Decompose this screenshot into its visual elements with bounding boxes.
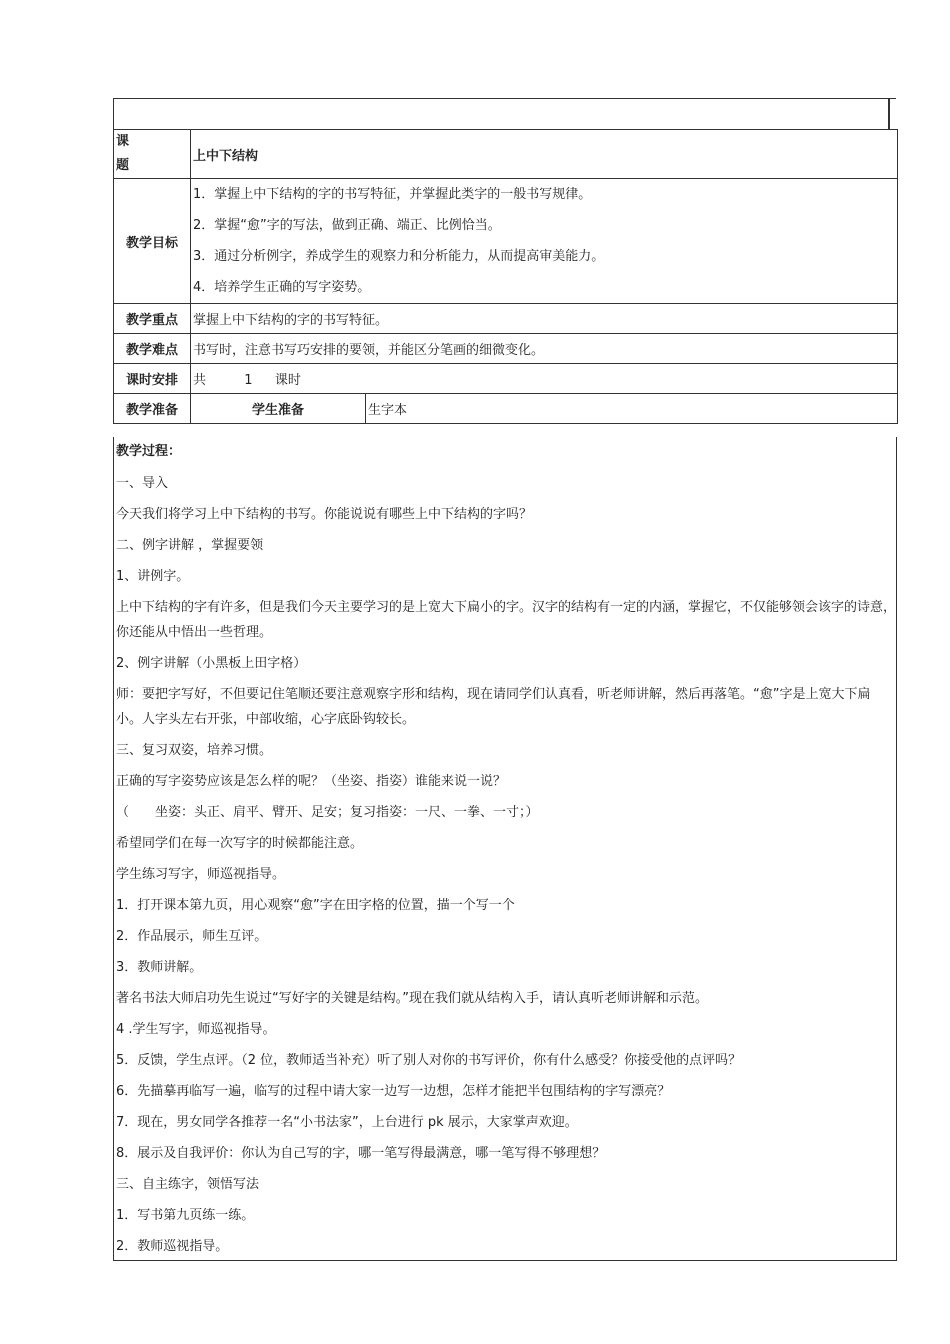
process-line: 8．展示及自我评价：你认为自己写的字，哪一笔写得最满意，哪一笔写得不够理想？ (116, 1146, 606, 1161)
topic-row (114, 130, 898, 179)
process-line: 2．作品展示，师生互评。 (116, 929, 268, 944)
teaching-process (113, 437, 897, 1261)
process-line: 三、复习双姿，培养习惯。 (116, 743, 273, 758)
process-line: 6．先描摹再临写一遍，临写的过程中请大家一边写一边想，怎样才能把半包围结构的字写漂亮？ (116, 1084, 671, 1099)
process-line: （ 坐姿：头正、肩平、臂开、足安；复习指姿：一尺、一拳、一寸；） (116, 805, 539, 820)
process-line: 2、例字讲解（小黑板上田字格） (116, 656, 307, 671)
student-prep-value: 生字本 (366, 394, 898, 424)
schedule-value (191, 364, 898, 394)
process-line: 1．写书第九页练一练。 (116, 1208, 255, 1223)
difficulty-value: 书写时，注意书写巧安排的要领，并能区分笔画的细微变化。 (191, 334, 898, 364)
process-line: 5．反馈，学生点评。（2 位，教师适当补充）听了别人对你的书写评价，你有什么感受？你接受他的点评吗？ (116, 1053, 742, 1068)
schedule-count: 1 (244, 373, 253, 388)
schedule-unit: 课时 (274, 373, 301, 388)
process-line: 二、例字讲解 ，掌握要领 (116, 538, 264, 553)
preparation-label: 教学准备 (114, 394, 191, 424)
topic-label (114, 130, 191, 179)
process-line: 著名书法大师启功先生说过“写好字的关键是结构。”现在我们就从结构入手，请认真听老师讲解和示范。 (116, 991, 708, 1006)
goal-item: 2．掌握“愈”字的写法，做到正确、端正、比例恰当。 (193, 218, 501, 233)
process-line: 2．教师巡视指导。 (116, 1239, 229, 1254)
process-line: 7．现在，男女同学各推荐一名“小书法家”，上台进行 pk 展示，大家掌声欢迎。 (116, 1115, 578, 1130)
process-line: 1、讲例字。 (116, 569, 190, 584)
process-line: 学生练习写字，师巡视指导。 (116, 867, 286, 882)
schedule-prefix: 共 (193, 373, 207, 388)
header-blank-row-right-edge (889, 98, 890, 130)
process-heading: 教学过程： (116, 444, 182, 459)
process-line: 4 .学生写字，师巡视指导。 (116, 1022, 276, 1037)
process-paragraph: 上中下结构的字有许多，但是我们今天主要学习的是上宽大下扁小的字。汉字的结构有一定的内涵，掌握它，不仅能够领会该字的诗意，你还能从中悟出一些哲理。 (116, 600, 897, 640)
schedule-row (114, 364, 898, 394)
student-prep-label: 学生准备 (191, 394, 366, 424)
key-point-value: 掌握上中下结构的字的书写特征。 (191, 304, 898, 334)
key-point-label: 教学重点 (114, 304, 191, 334)
topic-label-line-1: 课 (116, 134, 130, 149)
process-line: 一、导入 (116, 476, 169, 491)
process-line: 正确的写字姿势应该是怎么样的呢？（坐姿、指姿）谁能来说一说？ (116, 774, 507, 789)
key-point-row (114, 304, 898, 334)
goals-cell (191, 179, 898, 304)
difficulty-row (114, 334, 898, 364)
process-line: 今天我们将学习上中下结构的书写。你能说说有哪些上中下结构的字吗？ (116, 507, 533, 522)
schedule-label: 课时安排 (114, 364, 191, 394)
header-blank-row-tick (889, 98, 896, 99)
difficulty-label: 教学难点 (114, 334, 191, 364)
lesson-plan-table (113, 129, 898, 424)
goal-item: 4．培养学生正确的写字姿势。 (193, 280, 371, 295)
goal-item: 1．掌握上中下结构的字的书写特征，并掌握此类字的一般书写规律。 (193, 187, 592, 202)
process-line: 希望同学们在每一次写字的时候都能注意。 (116, 836, 364, 851)
goals-label: 教学目标 (114, 179, 191, 304)
process-line: 1．打开课本第九页，用心观察“愈”字在田字格的位置，描一个写一个 (116, 898, 515, 913)
preparation-row (114, 394, 898, 424)
topic-label-line-2: 题 (116, 158, 130, 173)
goals-row (114, 179, 898, 304)
header-blank-row (113, 98, 889, 129)
process-line: 三、自主练字，领悟写法 (116, 1177, 260, 1192)
process-paragraph: 师：要把字写好，不但要记住笔顺还要注意观察字形和结构，现在请同学们认真看，听老师讲解，然后再落笔。“愈”字是上宽大下扁小。人字头左右开张，中部收缩，心字底卧钩较长。 (116, 687, 871, 727)
process-line: 3．教师讲解。 (116, 960, 203, 975)
goal-item: 3．通过分析例字，养成学生的观察力和分析能力，从而提高审美能力。 (193, 249, 605, 264)
topic-value: 上中下结构 (191, 130, 898, 179)
